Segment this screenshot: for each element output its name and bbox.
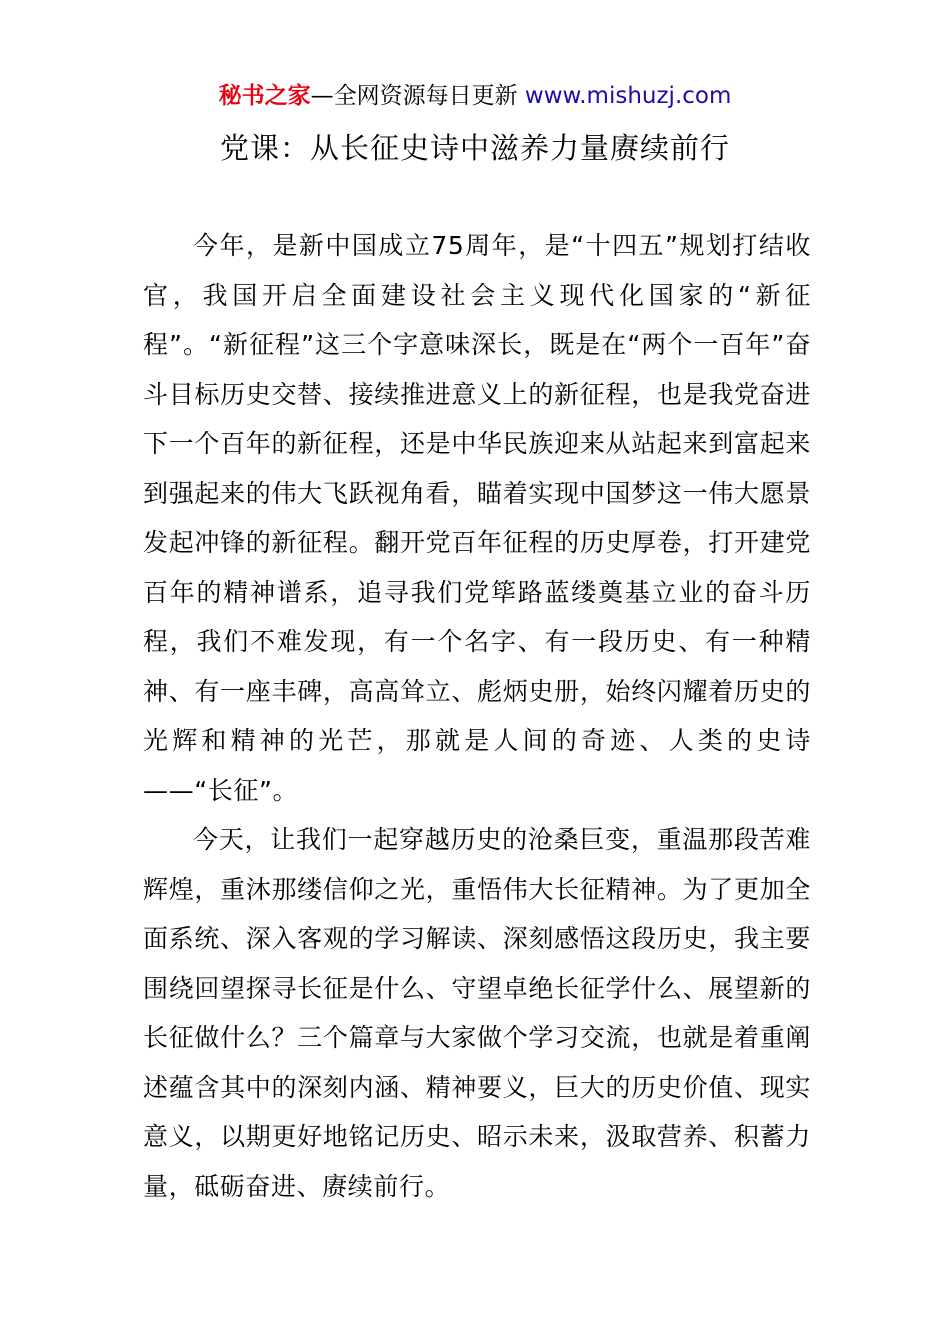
site-brand: 秘书之家 xyxy=(218,83,311,109)
site-header xyxy=(0,80,950,112)
paragraph-2: 今天，让我们一起穿越历史的沧桑巨变，重温那段苦难辉煌，重沐那缕信仰之光，重悟伟大长征精神。为了更加全面系统、深入客观的学习解读、深刻感悟这段历史，我主要围绕回望探寻长征是什么、守望卓绝长征学什么、展望新的长征做什么？三个篇章与大家做个学习交流，也就是着重阐述蕴含其中的深刻内涵、精神要义，巨大的历史价值、现实意义，以期更好地铭记历史、昭示未来，汲取营养、积蓄力量，砥砺奋进、赓续前行。 xyxy=(143,825,811,1201)
document-body xyxy=(143,221,811,1211)
document-title: 党课：从长征史诗中滋养力量赓续前行 xyxy=(219,131,730,165)
site-tagline: —全网资源每日更新 xyxy=(310,83,525,109)
paragraph-1: 今年，是新中国成立75周年，是“十四五”规划打结收官，我国开启全面建设社会主义现代化国家的“新征程”。“新征程”这三个字意味深长，既是在“两个一百年”奋斗目标历史交替、接续推进意义上的新征程，也是我党奋进下一个百年的新征程，还是中华民族迎来从站起来到富起来到强起来的伟大飞跃视角看，瞄着实现中国梦这一伟大愿景发起冲锋的新征程。翻开党百年征程的历史厚卷，打开建党百年的精神谱系，追寻我们党筚路蓝缕奠基立业的奋斗历程，我们不难发现，有一个名字、有一段历史、有一种精神、有一座丰碑，高高耸立、彪炳史册，始终闪耀着历史的光辉和精神的光芒，那就是人间的奇迹、人类的史诗——“长征”。 xyxy=(143,231,811,805)
site-url: www.mishuzj.com xyxy=(524,83,732,109)
